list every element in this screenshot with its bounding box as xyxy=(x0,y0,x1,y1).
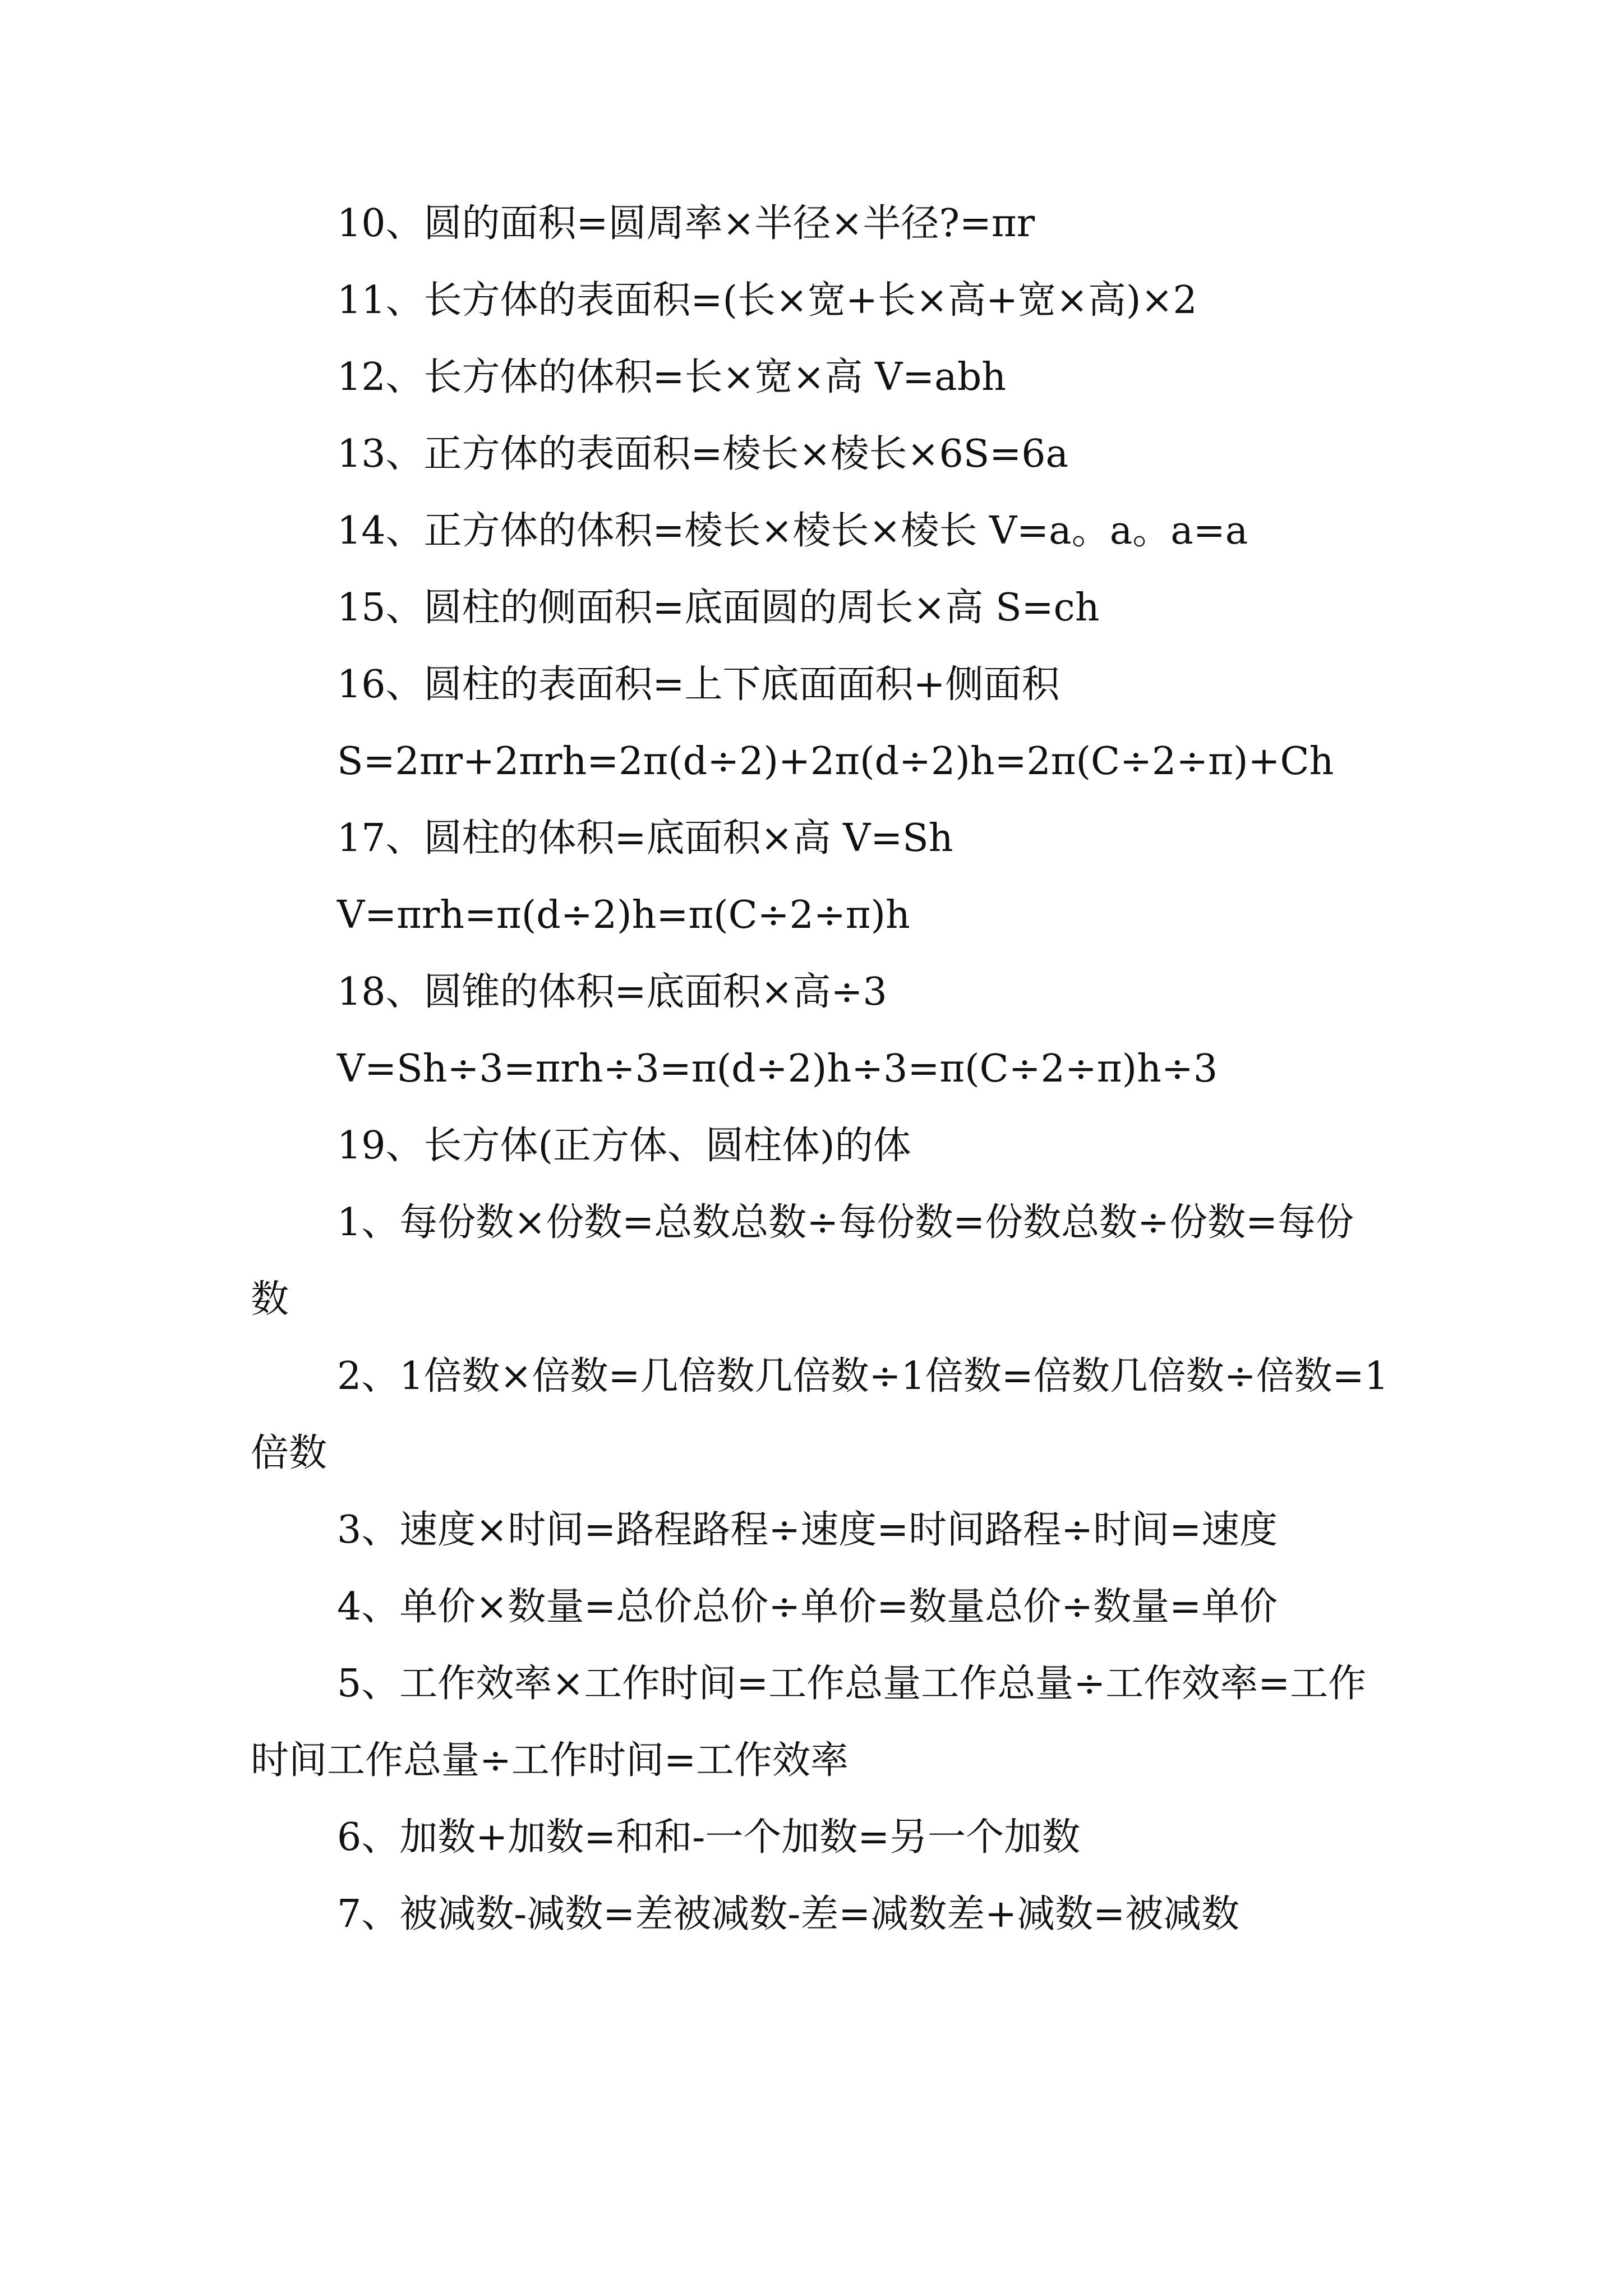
paragraph-cube-surface-area: 13、正方体的表面积=棱长×棱长×6S=6a xyxy=(337,432,1069,476)
paragraph-cube-volume: 14、正方体的体积=棱长×棱长×棱长 V=a。a。a=a xyxy=(337,509,1248,553)
paragraph-cylinder-volume-formula: V=πrh=π(d÷2)h=π(C÷2÷π)h xyxy=(337,893,910,937)
document-body xyxy=(251,185,1389,1953)
paragraph-cone-volume-formula: V=Sh÷3=πrh÷3=π(d÷2)h÷3=π(C÷2÷π)h÷3 xyxy=(337,1047,1218,1091)
paragraph-cylinder-lateral-area: 15、圆柱的侧面积=底面圆的周长×高 S=ch xyxy=(337,586,1100,630)
paragraph-portion-relation: 1、每份数×份数=总数总数÷每份数=份数总数÷份数=每份数 xyxy=(251,1200,1354,1322)
paragraph-addition-relation: 6、加数+加数=和和-一个加数=另一个加数 xyxy=(337,1815,1081,1860)
paragraph-cuboid-volume: 12、长方体的体积=长×宽×高 V=abh xyxy=(337,355,1007,399)
paragraph-price-relation: 4、单价×数量=总价总价÷单价=数量总价÷数量=单价 xyxy=(337,1585,1278,1629)
paragraph-circle-area: 10、圆的面积=圆周率×半径×半径?=πr xyxy=(337,201,1035,246)
paragraph-speed-relation: 3、速度×时间=路程路程÷速度=时间路程÷时间=速度 xyxy=(337,1508,1278,1552)
paragraph-cylinder-surface-formula: S=2πr+2πrh=2π(d÷2)+2π(d÷2)h=2π(C÷2÷π)+Ch xyxy=(337,739,1334,784)
paragraph-cylinder-volume: 17、圆柱的体积=底面积×高 V=Sh xyxy=(337,816,953,861)
paragraph-solid-volume: 19、长方体(正方体、圆柱体)的体 xyxy=(337,1124,911,1168)
paragraph-cone-volume: 18、圆锥的体积=底面积×高÷3 xyxy=(337,970,887,1014)
paragraph-cuboid-surface-area: 11、长方体的表面积=(长×宽+长×高+宽×高)×2 xyxy=(337,278,1197,323)
paragraph-subtraction-relation: 7、被减数-减数=差被减数-差=减数差+减数=被减数 xyxy=(337,1892,1240,1936)
paragraph-cylinder-surface-area: 16、圆柱的表面积=上下底面面积+侧面积 xyxy=(337,662,1060,707)
paragraph-work-relation: 5、工作效率×工作时间=工作总量工作总量÷工作效率=工作时间工作总量÷工作时间=工作效率 xyxy=(251,1662,1367,1783)
paragraph-multiple-relation: 2、1倍数×倍数=几倍数几倍数÷1倍数=倍数几倍数÷倍数=1倍数 xyxy=(251,1354,1389,1475)
